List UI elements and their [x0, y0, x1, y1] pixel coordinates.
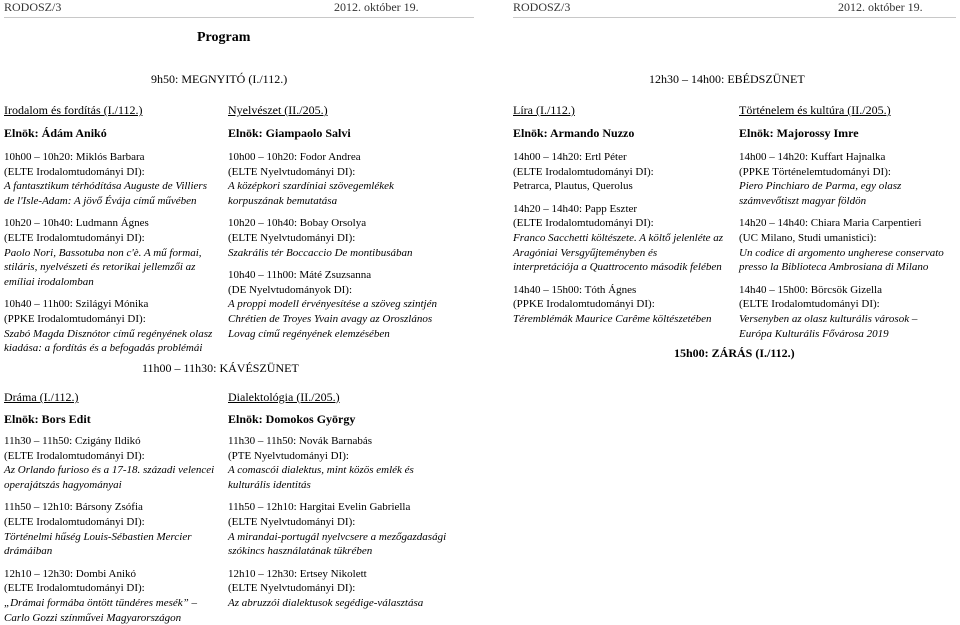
- talk-institution: (DE Nyelvtudományok DI):: [228, 283, 353, 296]
- talk-title: Versenyben az olasz kulturális városok – Európa Kulturális Fővárosa 2019: [739, 312, 918, 340]
- talk-time: 10h20 – 10h40: Ludmann Ágnes: [4, 217, 149, 230]
- talk-time: 11h30 – 11h50: Czigány Ildikó: [4, 435, 141, 447]
- section-title-drama: Dráma (I./112.): [4, 390, 79, 404]
- talk-item: [513, 150, 725, 194]
- section-title-dialektologia: Dialektológia (II./205.): [228, 390, 340, 404]
- talk-item: [513, 202, 725, 275]
- talk-item: [739, 216, 953, 274]
- talk-list-lira: [513, 150, 725, 327]
- talk-title: Az abruzzói dialektusok segédige-választása: [228, 596, 424, 609]
- talk-title: „Drámai formába öntött tündéres mesék” – Carlo Gozzi színművei Magyarországon: [4, 596, 198, 624]
- right-header-rule: [513, 17, 956, 18]
- talk-institution: (ELTE Irodalomtudományi DI):: [4, 515, 145, 528]
- talk-institution: (PPKE Irodalomtudományi DI):: [513, 298, 655, 311]
- talk-title: Az Orlando furioso és a 17-18. századi velencei operajátszás hagyományai: [4, 464, 215, 491]
- section-chair-lira: Elnök: Armando Nuzzo: [513, 126, 635, 140]
- talk-title: Paolo Nori, Bassotuba non c'è. A mű formai, stiláris, nyelvészeti és retorikai jellemzői az emíliai irodalomban: [4, 246, 202, 288]
- talk-institution: (PPKE Irodalomtudományi DI):: [4, 312, 146, 325]
- talk-time: 14h00 – 14h20: Ertl Péter: [513, 151, 627, 163]
- talk-institution: (ELTE Nyelvtudományi DI):: [228, 582, 356, 595]
- talk-time: 10h20 – 10h40: Bobay Orsolya: [228, 217, 367, 230]
- talk-item: [4, 567, 220, 625]
- talk-title: Történelmi hűség Louis-Sébastien Mercier drámáiban: [4, 530, 192, 558]
- talk-item: [228, 268, 452, 341]
- talk-list-irodalom: [4, 150, 220, 356]
- section-title-lira: Líra (I./112.): [513, 103, 575, 117]
- section-title-tortenelem: Történelem és kultúra (II./205.): [739, 103, 891, 117]
- talk-institution: (UC Milano, Studi umanistici):: [739, 231, 877, 244]
- talk-item: [4, 150, 220, 208]
- talk-item: [228, 500, 452, 558]
- talk-time: 10h40 – 11h00: Máté Zsuzsanna: [228, 269, 372, 282]
- talk-item: [4, 216, 220, 289]
- talk-institution: (ELTE Irodalomtudományi DI):: [739, 298, 880, 311]
- talk-item: [228, 216, 452, 260]
- talk-title: Petrarca, Plautus, Querolus: [513, 180, 633, 193]
- talk-institution: (ELTE Irodalomtudományi DI):: [4, 165, 145, 178]
- section-title-irodalom: Irodalom és fordítás (I./112.): [4, 103, 143, 117]
- talk-item: [4, 297, 220, 355]
- lunch-line: 12h30 – 14h00: EBÉDSZÜNET: [649, 72, 805, 86]
- talk-institution: (PTE Nyelvtudományi DI):: [228, 449, 349, 462]
- section-chair-drama: Elnök: Bors Edit: [4, 412, 91, 426]
- talk-institution: (ELTE Irodalomtudományi DI):: [4, 582, 145, 595]
- talk-institution: (PPKE Történelemtudományi DI):: [739, 165, 891, 178]
- talk-list-drama: [4, 434, 220, 625]
- talk-time: 10h00 – 10h20: Miklós Barbara: [4, 151, 145, 163]
- talk-title: A fantasztikum térhódítása Auguste de Villiers de l'Isle-Adam: A jövő Évája című művében: [4, 180, 207, 207]
- talk-institution: (ELTE Nyelvtudományi DI):: [228, 231, 356, 244]
- talk-time: 14h40 – 15h00: Tóth Ágnes: [513, 283, 637, 296]
- talk-item: [4, 434, 220, 492]
- left-header-date: 2012. október 19.: [334, 0, 419, 14]
- talk-list-dialektologia: [228, 434, 452, 611]
- left-header-name: RODOSZ/3: [4, 0, 62, 14]
- talk-time: 11h50 – 12h10: Bársony Zsófia: [4, 501, 143, 514]
- talk-list-tortenelem: [739, 150, 953, 341]
- talk-item: [4, 500, 220, 558]
- talk-time: 11h50 – 12h10: Hargitai Evelin Gabriella: [228, 501, 411, 514]
- page-title: Program: [197, 30, 251, 45]
- talk-institution: (ELTE Nyelvtudományi DI):: [228, 515, 356, 528]
- talk-time: 12h10 – 12h30: Ertsey Nikolett: [228, 567, 367, 580]
- closing-line: 15h00: ZÁRÁS (I./112.): [674, 346, 795, 360]
- talk-institution: (ELTE Nyelvtudományi DI):: [228, 165, 356, 178]
- talk-time: 12h10 – 12h30: Dombi Anikó: [4, 567, 137, 580]
- talk-item: [228, 150, 452, 208]
- talk-list-nyelveszet: [228, 150, 452, 341]
- section-title-nyelveszet: Nyelvészet (II./205.): [228, 103, 328, 117]
- talk-item: [228, 434, 452, 492]
- talk-item: [513, 283, 725, 327]
- talk-title: Szakrális tér Boccaccio De montibusában: [228, 246, 413, 259]
- talk-title: A comascói dialektus, mint közös emlék és kulturális identitás: [228, 464, 414, 491]
- left-header-rule: [4, 17, 474, 18]
- talk-institution: (ELTE Irodalomtudományi DI):: [513, 217, 654, 230]
- talk-time: 14h00 – 14h20: Kuffart Hajnalka: [739, 151, 886, 163]
- talk-title: Un codice di argomento ungherese conservato presso la Biblioteca Ambrosiana di Milano: [739, 246, 944, 274]
- opening-line: 9h50: MEGNYITÓ (I./112.): [151, 72, 288, 86]
- section-chair-dialektologia: Elnök: Domokos György: [228, 412, 356, 426]
- section-chair-irodalom: Elnök: Ádám Anikó: [4, 126, 107, 140]
- talk-title: Franco Sacchetti költészete. A költő jelenléte az Aragóniai Versgyűjteményben és interpretációja a Quattrocento második felében: [513, 231, 724, 274]
- right-header-date: 2012. október 19.: [838, 0, 923, 14]
- talk-time: 10h00 – 10h20: Fodor Andrea: [228, 151, 361, 163]
- talk-institution: (ELTE Irodalomtudományi DI):: [4, 231, 145, 244]
- talk-time: 14h40 – 15h00: Börcsök Gizella: [739, 283, 882, 296]
- coffee-break-line: 11h00 – 11h30: KÁVÉSZÜNET: [142, 361, 299, 375]
- talk-title: Téremblémák Maurice Carême költészetében: [513, 312, 712, 325]
- talk-time: 14h20 – 14h40: Papp Eszter: [513, 202, 638, 215]
- talk-institution: (ELTE Irodalomtudományi DI):: [513, 165, 654, 178]
- talk-time: 11h30 – 11h50: Novák Barnabás: [228, 435, 372, 447]
- talk-title: A középkori szardíniai szövegemlékek korpuszának bemutatása: [228, 180, 394, 207]
- talk-title: A proppi modell érvényesítése a szöveg szintjén Chrétien de Troyes Yvain avagy az Oroszlános Lovag című regényének elemzésében: [228, 298, 437, 340]
- talk-title: A mirandai-portugál nyelvcsere a mezőgazdasági szókincs használatának tükrében: [228, 530, 447, 558]
- talk-institution: (ELTE Irodalomtudományi DI):: [4, 449, 145, 462]
- section-chair-nyelveszet: Elnök: Giampaolo Salvi: [228, 126, 351, 140]
- talk-title: Szabó Magda Disznótor című regényének olasz kiadása: a fordítás és a befogadás problémái: [4, 327, 213, 355]
- talk-item: [228, 567, 452, 611]
- talk-item: [739, 283, 953, 341]
- talk-time: 14h20 – 14h40: Chiara Maria Carpentieri: [739, 217, 922, 230]
- right-header-name: RODOSZ/3: [513, 0, 571, 14]
- section-chair-tortenelem: Elnök: Majorossy Imre: [739, 126, 859, 140]
- talk-time: 10h40 – 11h00: Szilágyi Mónika: [4, 298, 149, 311]
- talk-title: Piero Pinchiaro de Parma, egy olasz számvevőtiszt magyar földön: [739, 180, 902, 207]
- talk-item: [739, 150, 953, 208]
